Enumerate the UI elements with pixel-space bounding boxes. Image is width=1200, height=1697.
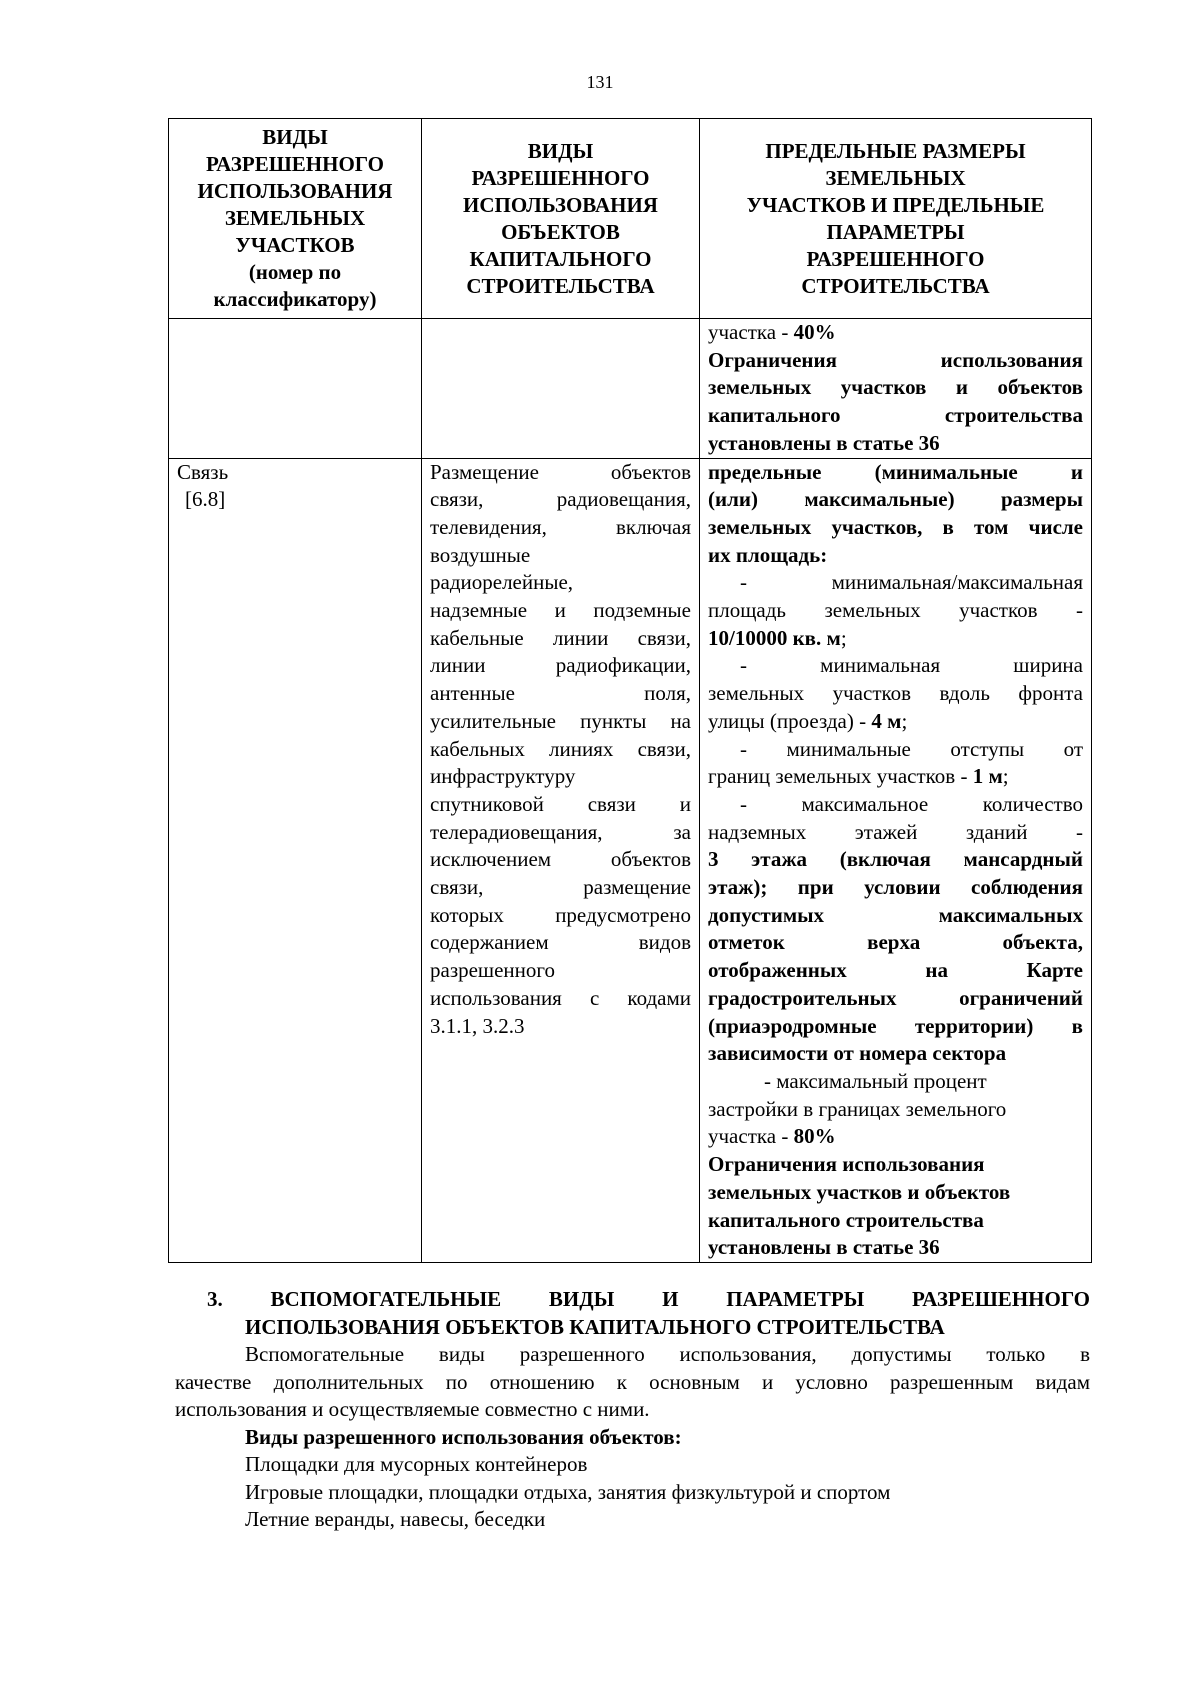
list-item: Игровые площадки, площадки отдыха, занятия физкультурой и спортом [245, 1479, 891, 1504]
paragraph-line: использования и осуществляемые совместно с ними. [175, 1397, 650, 1421]
section-heading [175, 1286, 1090, 1341]
value: 40% [793, 320, 836, 344]
restriction-line: капитального строительства [708, 403, 1083, 428]
param-line: 3 этажа (включая мансардный [708, 847, 1083, 872]
param-line: (приаэродромные территории) в [708, 1013, 1083, 1038]
object-line: которых предусмотрено [430, 902, 691, 927]
header-line: классификатору) [213, 287, 377, 311]
param-value: 80% [793, 1124, 836, 1149]
param-line: надземных этажей зданий - [708, 819, 1083, 844]
param-heading-line: их площадь: [708, 542, 828, 567]
restriction-line: установлены в статье 36 [708, 430, 940, 455]
header-line: ЗЕМЕЛЬНЫХ [224, 206, 366, 230]
param-line: - максимальный процент [764, 1068, 987, 1093]
header-line: ОБЪЕКТОВ [501, 219, 620, 244]
cell-land-use [169, 458, 422, 1262]
object-line: воздушные [430, 542, 531, 567]
object-line: антенные поля, [430, 681, 691, 706]
section-heading-line: ИСПОЛЬЗОВАНИЯ ОБЪЕКТОВ КАПИТАЛЬНОГО СТРОИТЕЛЬСТВА [245, 1314, 945, 1339]
header-line: ЗЕМЕЛЬНЫХ [825, 165, 966, 190]
restriction-line: Ограничения использования [708, 347, 1083, 372]
object-line: содержанием видов [430, 930, 691, 955]
list-item: Летние веранды, навесы, беседки [245, 1507, 546, 1531]
param-line: - минимальная ширина [740, 653, 1083, 678]
param-line [708, 625, 1083, 653]
param-line: застройки в границах земельного [708, 1096, 1007, 1121]
object-line: радиорелейные, [430, 570, 574, 595]
header-object-use-types [422, 119, 700, 319]
object-line: Размещение объектов [430, 459, 691, 484]
param-line: зависимости от номера сектора [708, 1041, 1007, 1066]
param-heading-line: (или) максимальные) размеры [708, 487, 1083, 512]
cell-params [700, 319, 1092, 459]
param-line: градостроительных ограничений [708, 985, 1083, 1010]
param-line: - максимальное количество [740, 791, 1083, 816]
text: улицы (проезда) - [708, 708, 872, 733]
object-line: связи, размещение [430, 875, 691, 900]
subheading: Виды разрешенного использования объектов: [245, 1424, 682, 1449]
param-line [708, 708, 1083, 736]
object-line: спутниковой связи и [430, 791, 691, 816]
header-line: ВИДЫ [527, 138, 594, 163]
object-line: связи, радиовещания, [430, 487, 691, 512]
restriction-line: земельных участков и объектов [708, 1179, 1011, 1204]
cell-objects [422, 458, 700, 1262]
param-line: земельных участков вдоль фронта [708, 681, 1083, 706]
list-item: Площадки для мусорных контейнеров [245, 1452, 588, 1476]
cell-empty [422, 319, 700, 459]
object-line: 3.1.1, 3.2.3 [430, 1013, 525, 1038]
object-line: надземные и подземные [430, 598, 691, 623]
header-line: СТРОИТЕЛЬСТВА [466, 273, 655, 298]
header-line: УЧАСТКОВ [235, 233, 355, 257]
restriction-line: Ограничения использования [708, 1152, 985, 1177]
use-code: [6.8] [185, 487, 226, 512]
text: участка - [708, 320, 794, 344]
param-line: этаж); при условии соблюдения [708, 875, 1083, 900]
header-line: КАПИТАЛЬНОГО [469, 246, 652, 271]
param-line: площадь земельных участков - [708, 598, 1083, 623]
table-row [169, 319, 1092, 459]
object-line: исключением объектов [430, 847, 691, 872]
param-value: 10/10000 кв. м [708, 625, 841, 650]
text: ; [840, 625, 847, 650]
header-line: ПРЕДЕЛЬНЫЕ РАЗМЕРЫ [765, 138, 1026, 163]
header-line: РАЗРЕШЕННОГО [471, 165, 650, 190]
header-line: ИСПОЛЬЗОВАНИЯ [197, 179, 393, 203]
paragraph-line: Вспомогательные виды разрешенного использования, допустимы только в [245, 1342, 1090, 1366]
param-heading-line: земельных участков, в том числе [708, 514, 1083, 539]
section-3 [175, 1286, 1090, 1534]
param-line [708, 763, 1083, 791]
text: ; [901, 708, 908, 733]
header-land-use-types [169, 119, 422, 319]
object-line: усилительные пункты на [430, 708, 691, 733]
cell-empty [169, 319, 422, 459]
param-line [708, 1123, 1083, 1151]
header-line: УЧАСТКОВ И ПРЕДЕЛЬНЫЕ [746, 192, 1045, 217]
object-line: разрешенного [430, 958, 555, 983]
param-value: 1 м [972, 764, 1003, 789]
restriction-line: капитального строительства [708, 1207, 984, 1232]
header-line: ВИДЫ [262, 125, 328, 149]
param-value: 4 м [871, 708, 902, 733]
header-line: РАЗРЕШЕННОГО [206, 152, 384, 176]
header-line: (номер по [248, 260, 342, 284]
use-name: Связь [177, 459, 229, 484]
section-heading-line: 3. ВСПОМОГАТЕЛЬНЫЕ ВИДЫ И ПАРАМЕТРЫ РАЗРЕШЕННОГО [207, 1287, 1090, 1311]
param-line: допустимых максимальных [708, 902, 1083, 927]
restriction-line: установлены в статье 36 [708, 1235, 940, 1260]
param-heading-line: предельные (минимальные и [708, 459, 1083, 484]
object-line: кабельных линиях связи, [430, 736, 691, 761]
text: границ земельных участков - [708, 764, 973, 789]
text: участка - [708, 1124, 794, 1149]
param-line: - минимальные отступы от [740, 736, 1083, 761]
cell-params [700, 458, 1092, 1262]
object-line: телерадиовещания, за [430, 819, 691, 844]
param-line: - минимальная/максимальная [740, 570, 1083, 595]
object-line: телевидения, включая [430, 514, 691, 539]
object-line: использования с кодами [430, 985, 691, 1010]
object-line: инфраструктуру [430, 764, 576, 789]
object-line: линии радиофикации, [430, 653, 691, 678]
param-line [708, 319, 1083, 347]
object-line: кабельные линии связи, [430, 625, 691, 650]
header-line: ИСПОЛЬЗОВАНИЯ [463, 192, 658, 217]
paragraph-line: качестве дополнительных по отношению к основным и условно разрешенным видам [175, 1369, 1090, 1394]
param-line: отображенных на Карте [708, 958, 1083, 983]
table-header-row [169, 119, 1092, 319]
header-line: ПАРАМЕТРЫ [826, 219, 965, 244]
header-limit-params [700, 119, 1092, 319]
restriction-line: земельных участков и объектов [708, 375, 1083, 400]
text: ; [1002, 764, 1009, 789]
page-number: 131 [586, 72, 614, 92]
table-row [169, 458, 1092, 1262]
header-line: РАЗРЕШЕННОГО [806, 246, 985, 271]
land-use-table [168, 118, 1092, 1263]
param-line: отметок верха объекта, [708, 930, 1083, 955]
header-line: СТРОИТЕЛЬСТВА [801, 273, 990, 298]
